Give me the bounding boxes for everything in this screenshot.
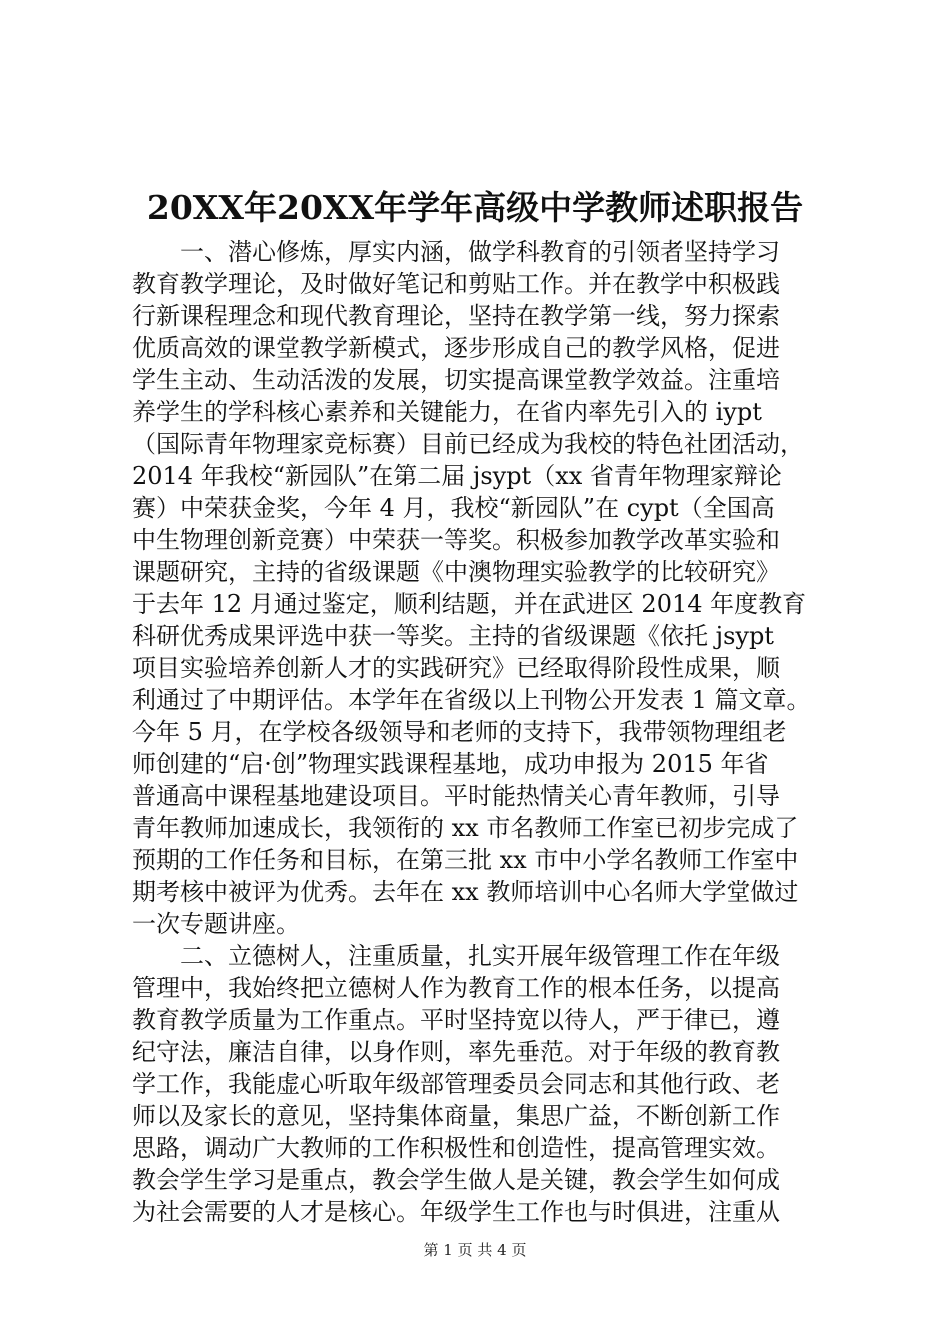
body-line: 纪守法，廉洁自律，以身作则，率先垂范。对于年级的教育教 (132, 1038, 780, 1066)
body-line: 普通高中课程基地建设项目。平时能热情关心青年教师，引导 (132, 782, 780, 810)
document-title: 20XX年20XX年学年高级中学教师述职报告 (146, 188, 804, 227)
body-line: 期考核中被评为优秀。去年在 xx 教师培训中心名师大学堂做过 (132, 878, 799, 906)
body-line: 项目实验培养创新人才的实践研究》已经取得阶段性成果，顺 (132, 654, 780, 682)
body-line: 今年 5 月，在学校各级领导和老师的支持下，我带领物理组老 (132, 718, 787, 746)
body-line: 预期的工作任务和目标，在第三批 xx 市中小学名教师工作室中 (132, 846, 799, 874)
body-line: 教育教学理论，及时做好笔记和剪贴工作。并在教学中积极践 (132, 270, 780, 298)
body-line: 中生物理创新竞赛）中荣获一等奖。积极参加教学改革实验和 (132, 526, 780, 554)
body-line: 2014 年我校“新园队”在第二届 jsypt（xx 省青年物理家辩论 (132, 462, 782, 490)
body-line: 思路，调动广大教师的工作积极性和创造性，提高管理实效。 (132, 1134, 780, 1162)
body-line: 课题研究，主持的省级课题《中澳物理实验教学的比较研究》 (132, 558, 780, 586)
body-line: 青年教师加速成长，我领衔的 xx 市名教师工作室已初步完成了 (132, 814, 799, 842)
body-line: 师以及家长的意见，坚持集体商量，集思广益，不断创新工作 (132, 1102, 780, 1130)
body-line: 学工作，我能虚心听取年级部管理委员会同志和其他行政、老 (132, 1070, 780, 1098)
page-number-footer: 第 1 页 共 4 页 (423, 1241, 527, 1259)
body-line: 师创建的“启·创”物理实践课程基地，成功申报为 2015 年省 (132, 750, 769, 778)
body-line: 为社会需要的人才是核心。年级学生工作也与时俱进，注重从 (132, 1198, 780, 1226)
body-line: 于去年 12 月通过鉴定，顺利结题，并在武进区 2014 年度教育 (132, 590, 807, 618)
body-line: 赛）中荣获金奖，今年 4 月，我校“新园队”在 cypt（全国高 (132, 494, 775, 522)
body-line: 学生主动、生动活泼的发展，切实提高课堂教学效益。注重培 (132, 366, 780, 394)
body-line: （国际青年物理家竞标赛）目前已经成为我校的特色社团活动， (132, 430, 804, 458)
body-line: 一次专题讲座。 (132, 910, 300, 938)
body-line: 行新课程理念和现代教育理论，坚持在教学第一线，努力探索 (132, 302, 780, 330)
body-line: 一、潜心修炼，厚实内涵，做学科教育的引领者坚持学习 (132, 238, 780, 266)
body-line: 利通过了中期评估。本学年在省级以上刊物公开发表 1 篇文章。 (132, 686, 811, 714)
body-line: 管理中，我始终把立德树人作为教育工作的根本任务，以提高 (132, 974, 780, 1002)
body-line: 教会学生学习是重点，教会学生做人是关键，教会学生如何成 (132, 1166, 780, 1194)
body-line: 科研优秀成果评选中获一等奖。主持的省级课题《依托 jsypt (132, 622, 774, 650)
body-line: 教育教学质量为工作重点。平时坚持宽以待人，严于律已，遵 (132, 1006, 780, 1034)
body-line: 优质高效的课堂教学新模式，逐步形成自己的教学风格，促进 (132, 334, 780, 362)
body-line: 养学生的学科核心素养和关键能力，在省内率先引入的 iypt (132, 398, 762, 426)
body-line: 二、立德树人，注重质量，扎实开展年级管理工作在年级 (132, 942, 780, 970)
